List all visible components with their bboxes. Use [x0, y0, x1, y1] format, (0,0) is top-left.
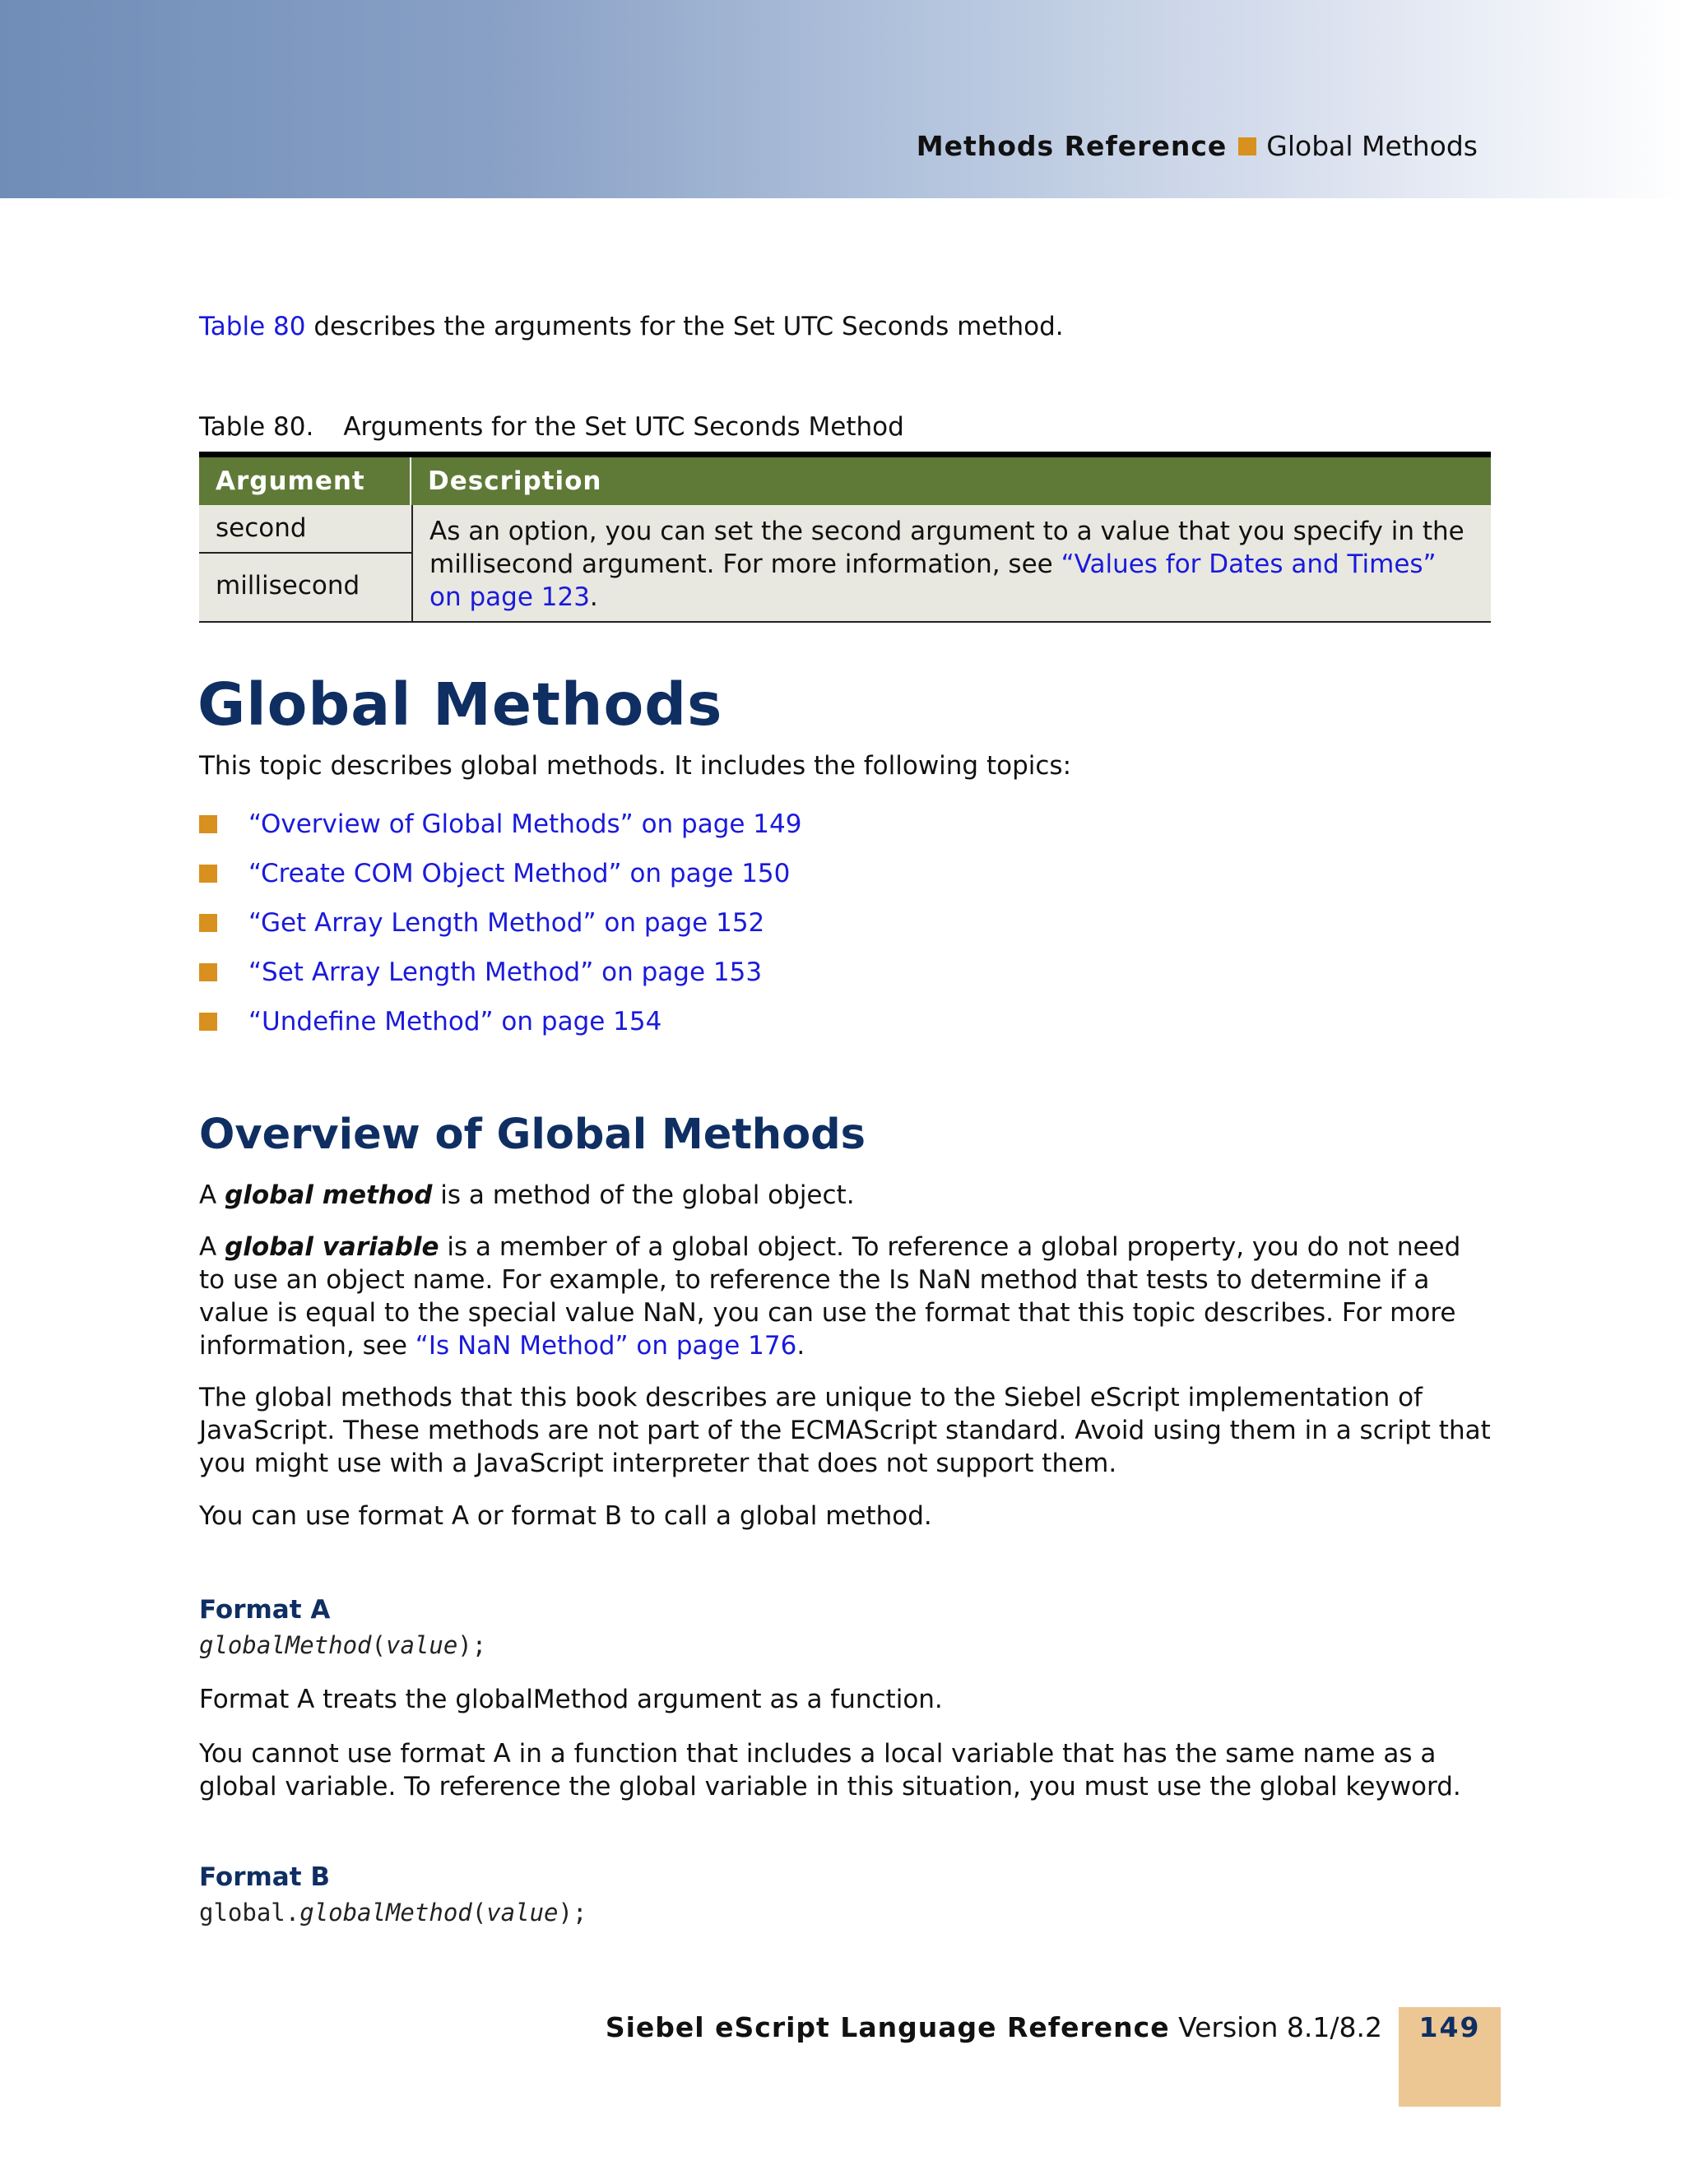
- code-paren-open: (: [471, 1899, 487, 1927]
- term-global-method: global method: [225, 1180, 433, 1210]
- header-description: Description: [428, 466, 602, 496]
- header-section: Methods Reference: [916, 130, 1228, 162]
- code-prefix: global.: [199, 1899, 300, 1927]
- bullet-icon: [199, 865, 217, 883]
- overview-paragraph-4: You can use format A or format B to call a global method.: [199, 1501, 932, 1531]
- table-row: [199, 505, 1491, 623]
- code-paren-close: );: [558, 1899, 587, 1927]
- argument-column: [199, 505, 413, 621]
- list-item: [199, 898, 801, 948]
- overview-paragraph-2: [199, 1231, 1491, 1362]
- global-methods-heading: Global Methods: [197, 670, 723, 739]
- page-number-box: [1399, 2007, 1501, 2107]
- format-a-paragraph-1: Format A treats the globalMethod argument as a function.: [199, 1685, 943, 1714]
- p2-prefix: A: [199, 1232, 225, 1262]
- argument-millisecond: millisecond: [216, 571, 360, 600]
- table-80-link[interactable]: Table 80: [199, 312, 306, 341]
- format-a-paragraph-2: You cannot use format A in a function that includes a local variable that has the same name as a global variable. To reference the global variable in this situation, you must use the global keyword.: [199, 1739, 1461, 1801]
- footer-book-title: Siebel eScript Language Reference: [605, 2011, 1170, 2043]
- code-argument: value: [385, 1631, 458, 1659]
- intro-text: describes the arguments for the Set UTC Seconds method.: [305, 312, 1064, 341]
- p2-end: .: [796, 1331, 805, 1361]
- overview-paragraph-3: The global methods that this book describes are unique to the Siebel eScript implementation of JavaScript. These methods are not part of the ECMAScript standard. Avoid using them in a script that you might use with a JavaScript interpreter that does not support them.: [199, 1383, 1491, 1478]
- p1-prefix: A: [199, 1180, 225, 1210]
- p1-rest: is a method of the global object.: [432, 1180, 855, 1210]
- description-text: As an option, you can set the second argument to a value that you specify in the millisecond argument. For more information, see: [429, 517, 1465, 579]
- list-item: [199, 849, 801, 898]
- topic-link[interactable]: “Set Array Length Method” on page 153: [248, 958, 763, 987]
- header-band: [0, 0, 1685, 198]
- list-item: [199, 997, 801, 1046]
- running-header: [917, 130, 1478, 163]
- header-argument: Argument: [199, 457, 411, 505]
- description-cell: [413, 505, 1491, 621]
- p2-rest: is a member of a global object. To reference a global property, you do not need to use an object name. For example, to reference the Is NaN method that tests to determine if a value is equal to the special value NaN, you can use the format that this topic describes. For more information, see: [199, 1232, 1461, 1361]
- values-dates-times-link[interactable]: “Values for Dates and Times” on page 123: [429, 549, 1437, 612]
- overview-paragraph-1: [199, 1179, 1491, 1212]
- bullet-icon: [199, 1013, 217, 1031]
- description-end: .: [589, 582, 598, 612]
- overview-heading: Overview of Global Methods: [199, 1111, 866, 1159]
- table-caption-title: Arguments for the Set UTC Seconds Method: [343, 412, 904, 442]
- global-methods-intro: This topic describes global methods. It includes the following topics:: [199, 751, 1072, 781]
- arguments-table: [199, 452, 1491, 623]
- is-nan-link[interactable]: “Is NaN Method” on page 176: [415, 1331, 797, 1361]
- format-b-heading: Format B: [199, 1862, 330, 1892]
- table-caption-number: Table 80.: [199, 412, 314, 442]
- topic-link[interactable]: “Overview of Global Methods” on page 149: [248, 809, 802, 839]
- running-footer: [606, 2011, 1382, 2044]
- code-paren-open: (: [371, 1631, 386, 1659]
- code-function: globalMethod: [299, 1899, 472, 1927]
- format-a-code: [199, 1629, 486, 1662]
- bullet-icon: [199, 815, 217, 833]
- header-topic: Global Methods: [1266, 130, 1478, 162]
- topic-link[interactable]: “Get Array Length Method” on page 152: [248, 908, 765, 938]
- table-header-row: [199, 457, 1491, 505]
- topic-link[interactable]: “Create COM Object Method” on page 150: [248, 859, 791, 888]
- format-a-heading: Format A: [199, 1595, 331, 1625]
- argument-second: second: [199, 505, 411, 554]
- list-item: [199, 948, 801, 997]
- page-number: 149: [1418, 2011, 1481, 2043]
- bullet-icon: [199, 914, 217, 932]
- code-function: globalMethod: [199, 1631, 372, 1659]
- table-caption: [199, 410, 904, 443]
- bullet-icon: [199, 963, 217, 981]
- format-b-code: [199, 1896, 587, 1929]
- topics-list: [199, 800, 801, 1046]
- topic-link[interactable]: “Undefine Method” on page 154: [248, 1007, 662, 1036]
- code-paren-close: );: [457, 1631, 487, 1659]
- footer-version: Version 8.1/8.2: [1169, 2011, 1382, 2043]
- header-separator-icon: [1238, 137, 1256, 155]
- list-item: [199, 800, 801, 849]
- code-argument: value: [486, 1899, 559, 1927]
- term-global-variable: global variable: [225, 1232, 439, 1262]
- intro-paragraph: [199, 310, 1491, 343]
